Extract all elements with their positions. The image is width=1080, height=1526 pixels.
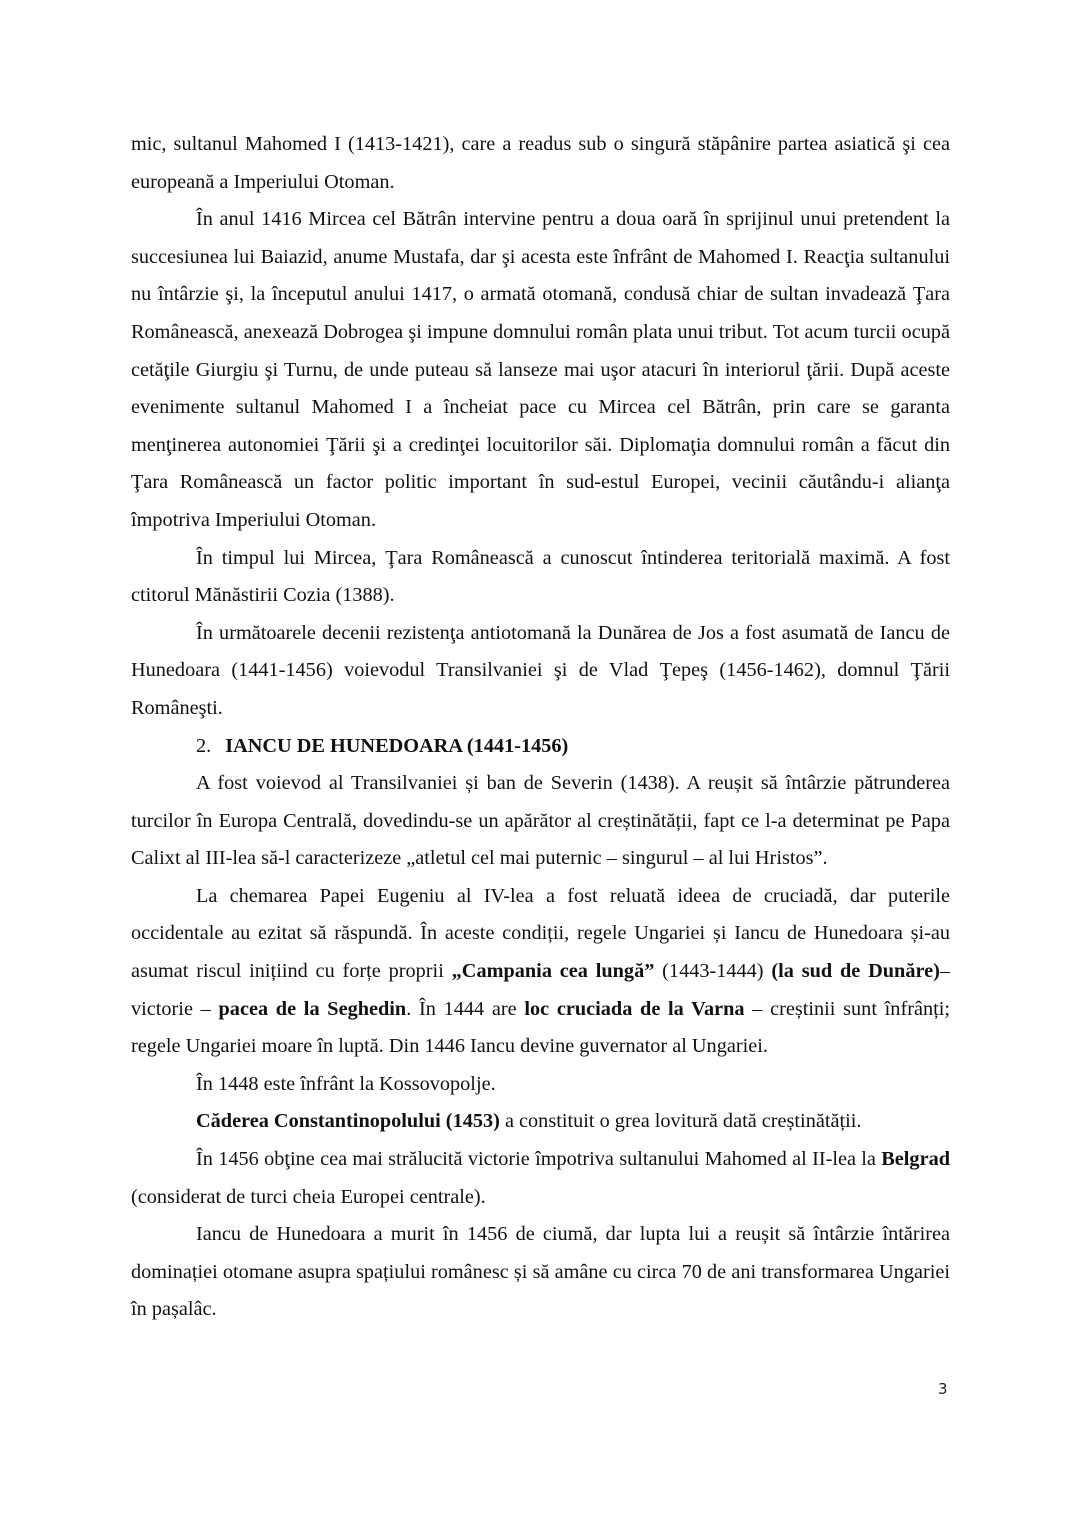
- text-run: – creștinii sunt înfrânți; regele Ungariei moare în luptă. Din 1446 Iancu devine guvernator al Ungariei.: [131, 997, 951, 1058]
- bold-text: pacea de la Seghedin: [218, 997, 407, 1020]
- text-run: A fost voievod al Transilvaniei și ban de Severin (1438). A reușit să întârzie pătrunderea turcilor în Europa Centrală, dovedindu-se un apărător al creștinătății, fapt ce l-a determinat pe Papa Calixt al III-lea să-l caracterizeze „atletul cel mai puternic – singurul – al lui Hristos”.: [131, 772, 950, 870]
- page-number: 3: [938, 1380, 948, 1398]
- bold-text: (la sud de Dunăre): [771, 960, 940, 983]
- text-run: În următoarele decenii rezistenţa antiotomană la Dunărea de Jos a fost asumată de Iancu de Hunedoara (1441-1456) voievodul Transilvaniei şi de Vlad Ţepeş (1456-1462), domnul Ţării Româneşti.: [131, 621, 950, 719]
- section-title: IANCU DE HUNEDOARA (1441-1456): [225, 734, 569, 757]
- paragraph: [131, 126, 950, 201]
- text-run: (1443-1444): [654, 960, 772, 983]
- text-run: În anul 1416 Mircea cel Bătrân intervine pentru a doua oară în sprijinul unui pretendent la succesiunea lui Baiazid, anume Mustafa, dar şi acesta este înfrânt de Mahomed I. Reacţia sultanului nu întârzie şi, la începutul anului 1417, o armată otomană, condusă chiar de sultan invadează Ţara Românească, anexează Dobrogea şi impune domnului român plata unui tribut. Tot acum turcii ocupă cetăţile Giurgiu şi Turnu, de unde puteau să lanseze mai uşor atacuri în interiorul ţării. După aceste evenimente sultanul Mahomed I a încheiat pace cu Mircea cel Bătrân, prin care se garanta menţinerea autonomiei Ţării şi a credinţei locuitorilor săi. Diplomaţia domnului român a făcut din Ţara Românească un factor politic important în sud-estul Europei, vecinii căutându-i alianţa împotriva Imperiului Otoman.: [131, 208, 950, 531]
- text-run: . În 1444 are: [406, 997, 525, 1020]
- paragraph: [131, 615, 950, 728]
- text-run: La chemarea Papei Eugeniu al IV-lea a fost reluată ideea de cruciadă, dar puterile occidentale au ezitat să răspundă. În aceste condiții, regele Ungariei și Iancu de Hunedoara și-au asumat riscul inițiind cu forțe proprii: [131, 884, 950, 983]
- paragraph: [131, 1103, 950, 1141]
- paragraph: [131, 1216, 950, 1329]
- text-run: Iancu de Hunedoara a murit în 1456 de ciumă, dar lupta lui a reușit să întârzie întărirea dominației otomane asupra spațiului românesc și să amâne cu circa 70 de ani transformarea Ungariei în pașalâc.: [131, 1223, 950, 1321]
- section-heading: [131, 728, 950, 766]
- bold-text: „Campania cea lungă”: [451, 960, 655, 983]
- bold-text: loc cruciada de la Varna: [524, 997, 745, 1020]
- text-run: În 1448 este înfrânt la Kossovopolje.: [196, 1072, 496, 1095]
- text-run: a constituit o grea lovitură dată creștinătății.: [499, 1110, 862, 1133]
- paragraphs-after-heading: [131, 765, 950, 1329]
- paragraph: [131, 540, 950, 615]
- paragraphs-before-heading: [131, 126, 950, 728]
- paragraph: [131, 878, 950, 1066]
- paragraph: [131, 765, 950, 878]
- bold-text: Căderea Constantinopolului (1453): [196, 1110, 500, 1133]
- text-run: (considerat de turci cheia Europei centrale).: [131, 1185, 486, 1208]
- text-run: mic, sultanul Mahomed I (1413-1421), care a readus sub o singură stăpânire partea asiatică şi cea europeană a Imperiului Otoman.: [131, 133, 950, 193]
- paragraph: [131, 201, 950, 539]
- bold-text: Belgrad: [881, 1148, 950, 1171]
- section-number: 2.: [196, 734, 212, 757]
- document-body: [131, 126, 950, 1329]
- text-run: În 1456 obţine cea mai strălucită victorie împotriva sultanului Mahomed al II-lea la: [196, 1148, 882, 1171]
- paragraph: [131, 1066, 950, 1104]
- text-run: În timpul lui Mircea, Ţara Românească a cunoscut întinderea teritorială maximă. A fost ctitorul Mănăstirii Cozia (1388).: [131, 546, 950, 607]
- paragraph: [131, 1141, 950, 1216]
- text-run: – victorie –: [131, 960, 950, 1020]
